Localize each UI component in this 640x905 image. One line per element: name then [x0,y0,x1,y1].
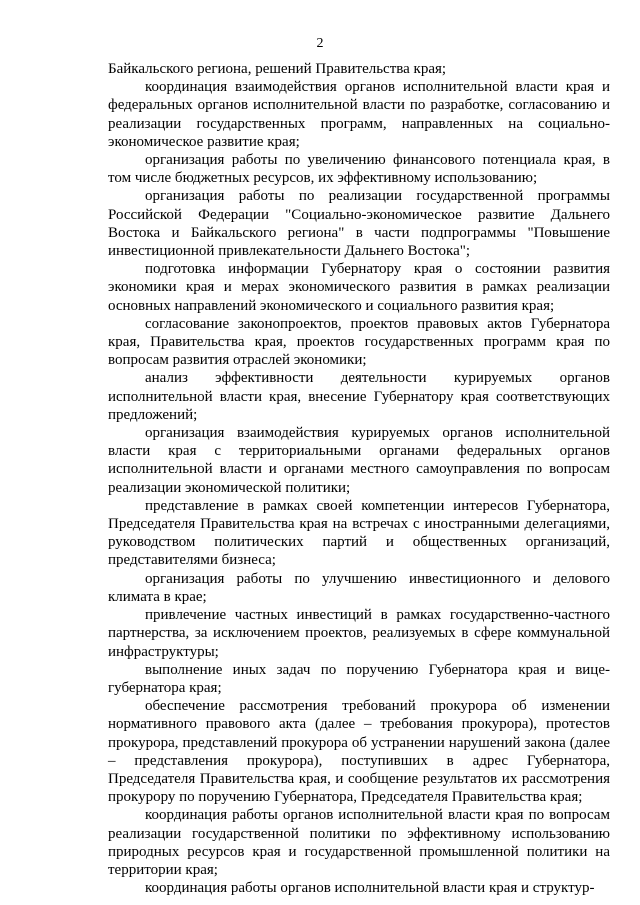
paragraph: анализ эффективности деятельности курируемых органов исполнительной власти края, внесение Губернатору края соответствующих предложений; [108,370,610,423]
paragraph: организация работы по увеличению финансового потенциала края, в том числе бюджетных ресурсов, их эффективному использованию; [108,152,610,187]
paragraph: координация взаимодействия органов исполнительной власти края и федеральных органов исполнительной власти по разработке, согласованию и реализации государственных программ, направленных на социально-экономическое развитие края; [108,79,610,150]
paragraph: подготовка информации Губернатору края о состоянии развития экономики края и мерах экономического развития в рамках реализации основных направлений экономического и социального развития края; [108,261,610,314]
paragraph: привлечение частных инвестиций в рамках государственно-частного партнерства, за исключением проектов, реализуемых в сфере коммунальной инфраструктуры; [108,607,610,660]
page-number: 2 [316,36,324,51]
paragraph-continuation: Байкальского региона, решений Правительства края; [108,61,447,77]
paragraph: согласование законопроектов, проектов правовых актов Губернатора края, Правительства края, проектов государственных программ края по вопросам развития отраслей экономики; [108,315,610,369]
paragraph: организация работы по улучшению инвестиционного и делового климата в крае; [108,570,610,605]
paragraph: координация работы органов исполнительной власти края и структур- [145,880,595,897]
paragraph: координация работы органов исполнительной власти края по вопросам реализации государственной политики по эффективному использованию природных ресурсов края и государственной промышленной политики на территории края; [108,807,610,878]
paragraph: организация работы по реализации государственной программы Российской Федерации "Социально-экономическое развитие Дальнего Востока и Байкальского региона" в части подпрограммы "Повышение инвестиционной привлекательности Дальнего Востока"; [108,188,610,260]
document-body [108,60,610,897]
paragraph: обеспечение рассмотрения требований прокурора об изменении нормативного правового акта (далее – требования прокурора), протестов прокурора, представлений прокурора об устранении нарушений закона (далее – представления прокурора), поступивших в адрес Губернатора, Председателя Правительства края, и сообщение результатов их рассмотрения прокурору по поручению Губернатора, Председателя Правительства края; [108,698,610,806]
paragraph: представление в рамках своей компетенции интересов Губернатора, Председателя Правительства края на встречах с иностранными делегациями, руководством политических партий и общественных организаций, представителями бизнеса; [108,497,610,569]
paragraph: организация взаимодействия курируемых органов исполнительной власти края с территориальными органами федеральных органов исполнительной власти и органами местного самоуправления по вопросам реализации экономической политики; [108,425,610,496]
paragraph: выполнение иных задач по поручению Губернатора края и вице-губернатора края; [108,661,610,696]
